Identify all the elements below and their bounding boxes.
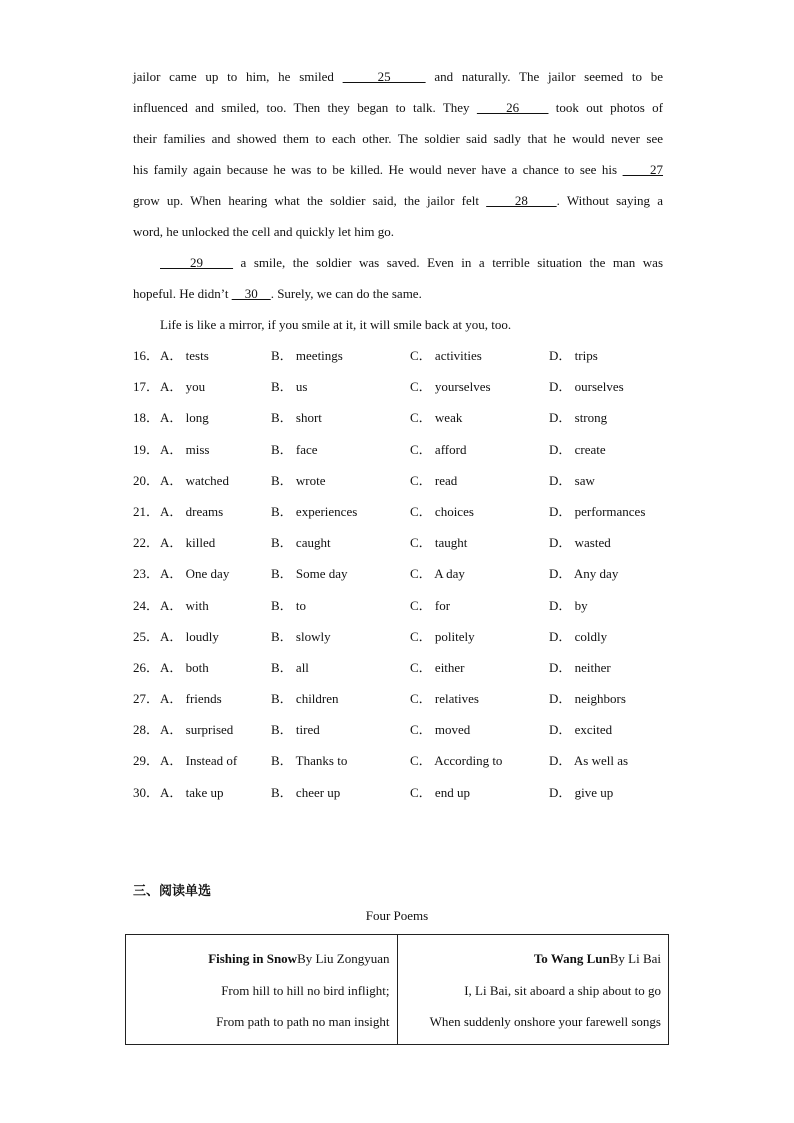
option-b: B． experiences <box>271 503 358 519</box>
question-row <box>133 657 693 688</box>
option-c: C． for <box>410 597 451 613</box>
answer-blank: 30 <box>231 286 271 301</box>
passage-text: and naturally. The jailor seemed to be <box>425 69 663 84</box>
option-c: C． politely <box>410 628 475 644</box>
question-number: 22． <box>133 535 160 551</box>
question-number: 16． <box>133 348 160 363</box>
poem-line: When suddenly onshore your farewell songs <box>429 1014 661 1029</box>
passage-text: hopeful. He didn’t <box>133 286 232 301</box>
passage-text: took out photos of <box>548 100 664 115</box>
question-row <box>133 782 693 813</box>
option-b: B． face <box>271 441 318 457</box>
section-title: 三、阅读单选 <box>133 884 212 899</box>
answer-blank: 29 <box>160 255 234 270</box>
option-c: C． A day <box>410 566 465 582</box>
option-a: A． killed <box>160 535 216 551</box>
poem-line: From hill to hill no bird inflight; <box>221 982 390 998</box>
question-row <box>133 719 693 750</box>
option-c: C． relatives <box>410 691 479 707</box>
option-d: D． neither <box>549 659 611 675</box>
option-d: D． neighbors <box>549 691 626 707</box>
question-number: 18． <box>133 410 160 426</box>
option-c: C． According to <box>410 753 503 769</box>
poem-line: From path to path no man insight <box>216 1014 390 1029</box>
passage-line <box>133 159 663 190</box>
option-b: B． us <box>271 379 308 395</box>
table-title: Four Poems <box>365 908 429 923</box>
question-row <box>133 470 693 501</box>
option-b: B． tired <box>271 722 320 738</box>
answer-blank: 26 <box>476 100 549 115</box>
option-a: A． take up <box>160 784 224 800</box>
poem-title-bold: To Wang Lun <box>533 951 610 966</box>
option-a: A． with <box>160 597 209 613</box>
option-a: A． surprised <box>160 722 234 738</box>
option-c: C． moved <box>410 722 471 738</box>
option-b: B． meetings <box>271 348 343 363</box>
option-c: C． afford <box>410 441 467 457</box>
option-d: D． excited <box>549 722 613 738</box>
option-d: D． trips <box>549 348 598 363</box>
passage-line <box>133 314 663 345</box>
option-c: C． either <box>410 659 465 675</box>
option-c: C． end up <box>410 784 470 800</box>
passage-text: their families and showed them to each other. The soldier said sadly that he would never see <box>133 131 663 146</box>
question-number: 30． <box>133 784 160 800</box>
poem-title <box>133 943 390 975</box>
option-a: A． loudly <box>160 628 219 644</box>
question-row <box>133 407 693 438</box>
option-d: D． ourselves <box>549 379 624 395</box>
poem-author: By Liu Zongyuan <box>297 951 390 966</box>
poem-author: By Li Bai <box>609 951 661 966</box>
passage-text: influenced and smiled, too. Then they began to talk. They <box>133 100 477 115</box>
passage-text: a smile, the soldier was saved. Even in a terrible situation the man was <box>233 255 664 270</box>
passage-text: grow up. When hearing what the soldier said, the jailor felt <box>133 193 487 208</box>
question-row <box>133 532 693 563</box>
options-list <box>133 345 693 813</box>
question-row <box>133 376 693 407</box>
cloze-passage <box>133 66 663 345</box>
option-b: B． caught <box>271 535 331 551</box>
option-d: D． performances <box>549 503 646 519</box>
question-row <box>133 563 693 594</box>
option-c: C． activities <box>410 348 482 363</box>
question-row <box>133 750 693 781</box>
poem-title <box>405 943 662 975</box>
passage-line <box>133 252 663 283</box>
passage-line <box>133 283 663 314</box>
passage-text: his family again because he was to be killed. He would never have a chance to see his <box>133 162 623 177</box>
question-number: 25． <box>133 628 160 644</box>
poem-line: I, Li Bai, sit aboard a ship about to go <box>464 982 661 998</box>
option-b: B． children <box>271 691 339 707</box>
question-row <box>133 595 693 626</box>
question-number: 24． <box>133 597 160 613</box>
option-a: A． long <box>160 410 209 426</box>
option-d: D． saw <box>549 472 595 488</box>
option-b: B． short <box>271 410 322 426</box>
question-row <box>133 688 693 719</box>
option-c: C． read <box>410 472 458 488</box>
option-d: D． create <box>549 441 606 457</box>
option-d: D． by <box>549 597 588 613</box>
option-c: C． choices <box>410 503 474 519</box>
option-d: D． wasted <box>549 535 611 551</box>
question-number: 21． <box>133 503 160 519</box>
question-number: 23． <box>133 566 160 582</box>
passage-line <box>133 128 663 159</box>
option-a: A． watched <box>160 472 229 488</box>
option-c: C． weak <box>410 410 463 426</box>
option-a: A． both <box>160 659 209 675</box>
answer-blank: 25 <box>342 69 426 84</box>
option-c: C． taught <box>410 535 468 551</box>
option-b: B． wrote <box>271 472 326 488</box>
poems-table <box>125 934 669 1045</box>
option-d: D． coldly <box>549 628 608 644</box>
option-b: B． Thanks to <box>271 753 348 769</box>
option-a: A． miss <box>160 441 210 457</box>
passage-text: . Surely, we can do the same. <box>270 286 422 301</box>
question-number: 27． <box>133 691 160 707</box>
option-c: C． yourselves <box>410 379 491 395</box>
option-a: A． you <box>160 379 206 395</box>
passage-line <box>133 97 663 128</box>
passage-text: jailor came up to him, he smiled <box>133 69 343 84</box>
option-d: D． strong <box>549 410 608 426</box>
passage-line <box>133 66 663 97</box>
question-row <box>133 345 693 376</box>
option-d: D． give up <box>549 784 614 800</box>
question-number: 26． <box>133 659 160 675</box>
poem-left <box>126 935 398 1045</box>
answer-blank: 28 <box>486 193 557 208</box>
option-a: A． One day <box>160 566 230 582</box>
option-b: B． slowly <box>271 628 331 644</box>
question-row <box>133 501 693 532</box>
option-d: D． Any day <box>549 566 619 582</box>
passage-text: word, he unlocked the cell and quickly let him go. <box>133 224 395 239</box>
question-number: 19． <box>133 441 160 457</box>
question-number: 17． <box>133 379 160 395</box>
poem-right <box>397 935 669 1045</box>
option-a: A． tests <box>160 348 209 363</box>
poem-title-bold: Fishing in Snow <box>208 951 298 966</box>
question-row <box>133 439 693 470</box>
option-a: A． dreams <box>160 503 224 519</box>
passage-text: Life is like a mirror, if you smile at it, it will smile back at you, too. <box>160 317 512 332</box>
passage-line <box>133 190 663 221</box>
passage-text: . Without saying a <box>556 193 664 208</box>
option-b: B． to <box>271 597 307 613</box>
question-number: 29． <box>133 753 160 769</box>
passage-line <box>133 221 663 252</box>
question-number: 28． <box>133 722 160 738</box>
question-number: 20． <box>133 472 160 488</box>
question-row <box>133 626 693 657</box>
option-d: D． As well as <box>549 753 629 769</box>
answer-blank: 27 <box>622 162 664 177</box>
option-b: B． Some day <box>271 566 348 582</box>
option-a: A． Instead of <box>160 753 238 769</box>
option-b: B． cheer up <box>271 784 341 800</box>
option-a: A． friends <box>160 691 222 707</box>
option-b: B． all <box>271 659 309 675</box>
